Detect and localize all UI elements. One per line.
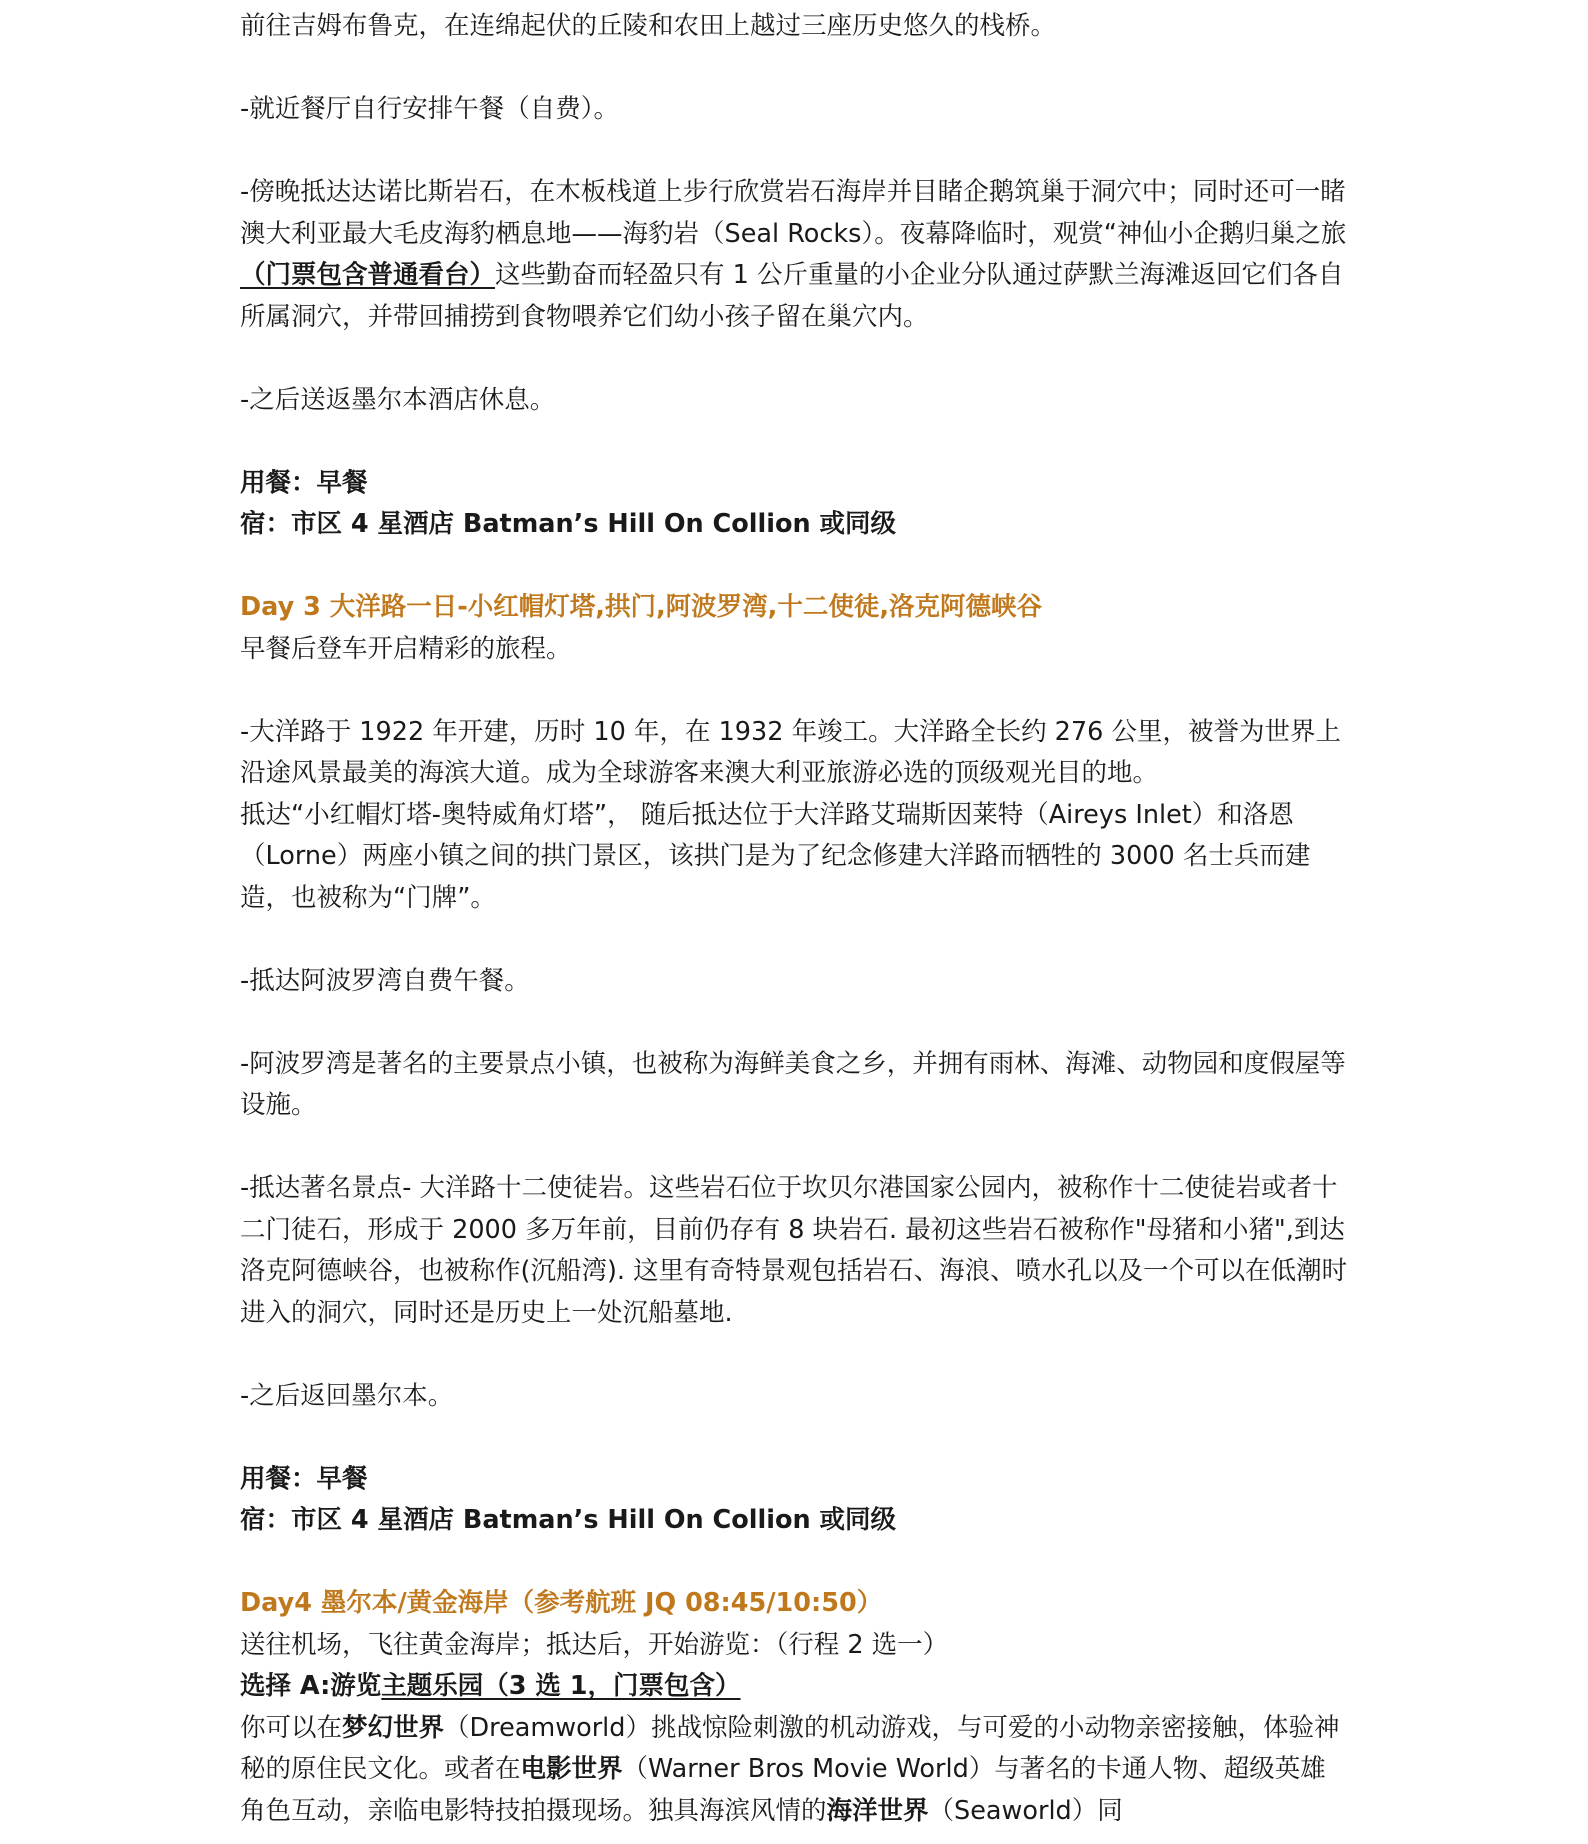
dreamworld-name: 梦幻世界 — [342, 1712, 445, 1743]
movieworld-name: 电影世界 — [520, 1754, 623, 1784]
option-a-prefix: 选择 A:游览 — [240, 1671, 382, 1701]
itinerary-content — [240, 6, 1350, 1832]
day2-penguin-paragraph — [240, 172, 1350, 338]
desc-text-1: 你可以在 — [240, 1712, 343, 1743]
day3-great-ocean-road: -大洋路于 1922 年开建，历时 10 年，在 1932 年竣工。大洋路全长约 276 公里，被誉为世界上沿途风景最美的海滨大道。成为全球游客来澳大利亚旅游必选的顶级观光目的地。 — [240, 716, 1341, 788]
day3-lunch: -抵达阿波罗湾自费午餐。 — [240, 965, 530, 996]
day3-return: -之后返回墨尔本。 — [240, 1380, 454, 1411]
day3-meal: 用餐：早餐 — [240, 1463, 368, 1494]
day4-option-a — [240, 1666, 1350, 1708]
desc-text-3: （Warner Bros Movie World）与著名的卡通人物、超级英雄角色互动，亲临电影特技拍摄现场。独具海滨风情的 — [240, 1754, 1326, 1826]
day3-intro: 早餐后登车开启精彩的旅程。 — [240, 633, 572, 664]
day4-title: Day4 墨尔本/黄金海岸（参考航班 JQ 08:45/10:50） — [240, 1588, 883, 1618]
day3-hotel: 宿：市区 4 星酒店 Batman’s Hill On Collion 或同级 — [240, 1505, 897, 1535]
day2-lunch: -就近餐厅自行安排午餐（自费）。 — [240, 94, 619, 124]
day3-lighthouse-arch: 抵达“小红帽灯塔-奥特威角灯塔”， 随后抵达位于大洋路艾瑞斯因莱特（Aireys Inlet）和洛恩（Lorne）两座小镇之间的拱门景区，该拱门是为了纪念修建大洋路而牺牲的 3000 名士兵而建造，也被称为“门牌”。 — [240, 799, 1311, 913]
day2-intro: 前往吉姆布鲁克，在连绵起伏的丘陵和农田上越过三座历史悠久的栈桥。 — [240, 11, 1057, 41]
day3-apollo-bay: -阿波罗湾是著名的主要景点小镇，也被称为海鲜美食之乡，并拥有雨林、海滩、动物园和度假屋等设施。 — [240, 1048, 1346, 1120]
day2-hotel: 宿：市区 4 星酒店 Batman’s Hill On Collion 或同级 — [240, 509, 897, 539]
penguin-ticket-note: （门票包含普通看台） — [240, 260, 496, 290]
day4-intro: 送往机场，飞往黄金海岸；抵达后，开始游览：（行程 2 选一） — [240, 1629, 949, 1660]
day2-return: -之后送返墨尔本酒店休息。 — [240, 384, 556, 415]
day4-theme-park-description — [240, 1708, 1350, 1833]
desc-text-4: （Seaworld）同 — [928, 1795, 1123, 1826]
option-a-theme-park: 主题乐园（3 选 1，门票包含） — [381, 1671, 741, 1701]
day2-meal: 用餐：早餐 — [240, 467, 368, 498]
penguin-text-1: -傍晚抵达达诺比斯岩石，在木板栈道上步行欣赏岩石海岸并目睹企鹅筑巢于洞穴中；同时还可一睹澳大利亚最大毛皮海豹栖息地——海豹岩（Seal Rocks）。夜幕降临时，观赏“神仙小企鹅归巢之旅 — [240, 177, 1347, 249]
day3-twelve-apostles: -抵达著名景点- 大洋路十二使徒岩。这些岩石位于坎贝尔港国家公园内，被称作十二使徒岩或者十二门徒石，形成于 2000 多万年前，目前仍存有 8 块岩石. 最初这些岩石被称作"母猪和小猪",到达洛克阿德峡谷，也被称作(沉船湾). 这里有奇特景观包括岩石、海浪、喷水孔以及一个可以在低潮时进入的洞穴，同时还是历史上一处沉船墓地. — [240, 1173, 1348, 1328]
desc-text-2: （Dreamworld）挑战惊险刺激的机动游戏，与可爱的小动物亲密接触，体验神秘的原住民文化。或者在 — [240, 1712, 1340, 1784]
penguin-text-2: 这些勤奋而轻盈只有 1 公斤重量的小企业分队通过萨默兰海滩返回它们各自所属洞穴，并带回捕捞到食物喂养它们幼小孩子留在巢穴内。 — [240, 260, 1344, 332]
seaworld-name: 海洋世界 — [826, 1795, 929, 1826]
day3-title: Day 3 大洋路一日-小红帽灯塔,拱门,阿波罗湾,十二使徒,洛克阿德峡谷 — [240, 592, 1043, 622]
